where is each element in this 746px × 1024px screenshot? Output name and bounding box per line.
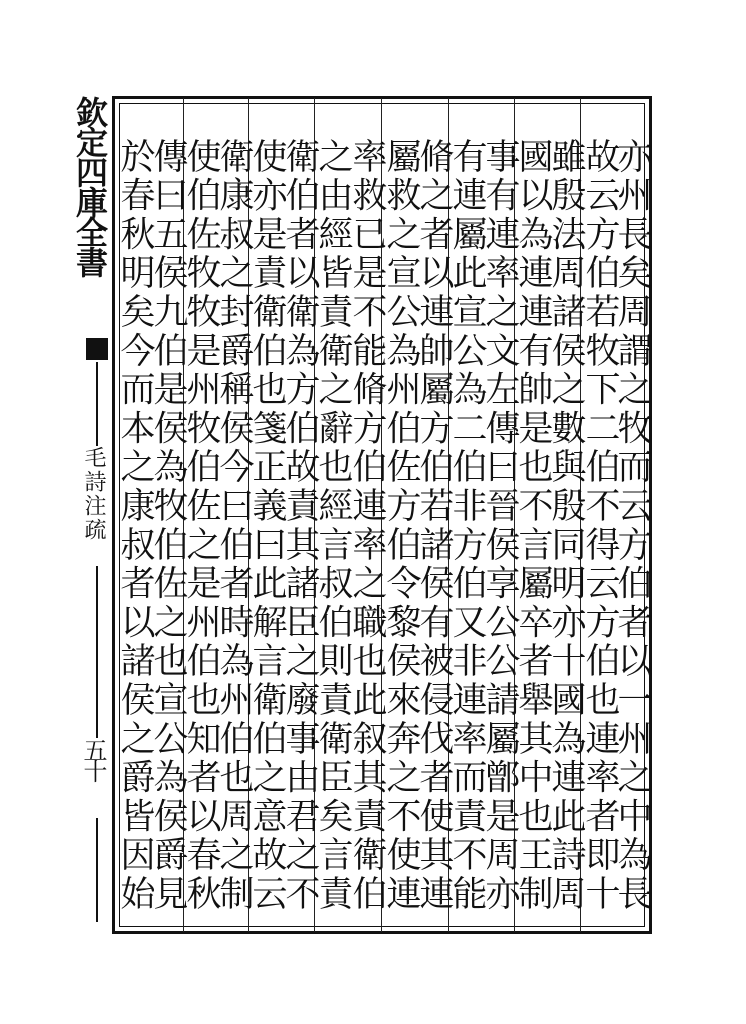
text-column-11: 衛伯者以衛為方伯故責其諸臣之廢事由君之不 — [280, 138, 320, 914]
text-column-6: 有連屬此宣公為二伯非方伯又非連率而責不能 — [447, 138, 487, 914]
text-column-9: 率救已是不能脩方伯連率之職也此叙其責衛伯 — [347, 138, 387, 914]
text-column-5: 事有連率之文左傳曰晉侯享公公請屬鄫是周亦 — [480, 138, 520, 914]
text-column-8: 屬救之宣公為州伯佐方伯令黎侯來奔之不使連 — [381, 138, 421, 914]
page-number: 五十 — [78, 738, 108, 818]
text-column-10: 之由經皆責衛之辭也經言叔伯則責衛臣矣言責 — [313, 138, 353, 914]
text-column-12: 使亦是責衛伯也箋正義曰此解言衛伯之意故云 — [247, 138, 287, 914]
text-column-3: 雖殷法周諸侯之數與殷同明亦十國為連此詩周 — [546, 138, 586, 914]
text-column-1: 亦州長矣周謂之牧而云方伯者以一州之中為長 — [612, 138, 652, 914]
text-column-15: 傳曰五侯九伯是侯為牧伯佐之也宣公為侯爵見 — [148, 138, 188, 914]
text-column-7: 脩之者以連帥屬方伯若諸侯有被侵伐者使其連 — [414, 138, 454, 914]
work-title: 毛詩注疏 — [78, 446, 108, 566]
fish-tail-mark — [86, 338, 108, 360]
text-column-2: 故云方伯若牧下二伯不得云方伯也連率者即十 — [580, 138, 620, 914]
text-column-16: 於春秋明矣今而本之康叔者以諸侯之爵皆因始 — [115, 138, 155, 914]
text-column-13: 衛康叔之封爵稱侯今曰伯者時為州伯也周之制 — [214, 138, 254, 914]
text-column-14: 使伯佐牧牧是州牧伯佐之是州伯也知者以春秋 — [181, 138, 221, 914]
book-title: 欽定四庫全書 — [71, 96, 109, 276]
text-column-4: 國以為連連有帥是也不言屬卒者舉其中也王制 — [513, 138, 553, 914]
